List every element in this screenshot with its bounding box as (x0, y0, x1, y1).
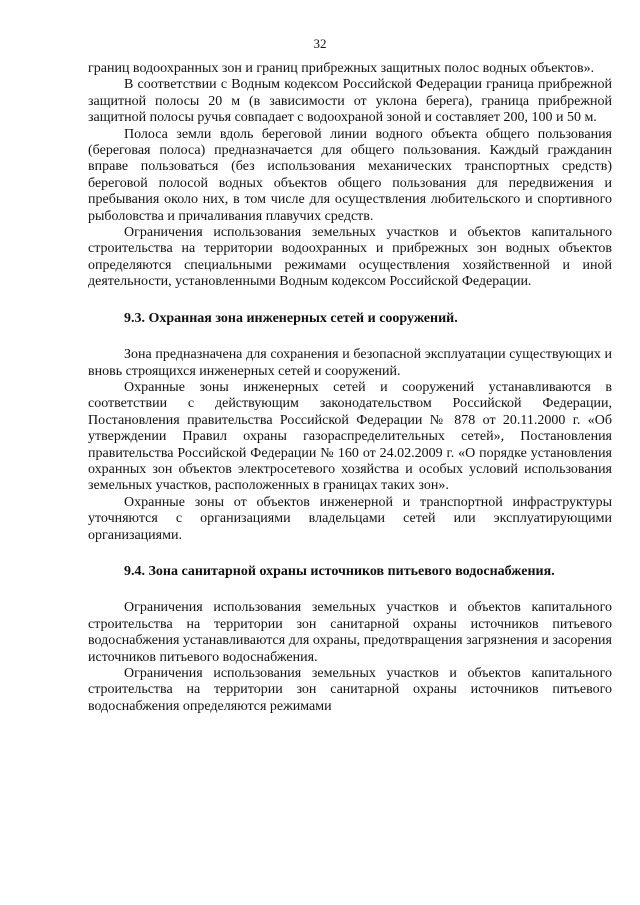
section-heading-9-3: 9.3. Охранная зона инженерных сетей и сооружений. (124, 310, 458, 326)
page-number: 32 (313, 36, 327, 51)
paragraph: Ограничения использования земельных участков и объектов капитального строительства на территории водоохранных и прибрежных зон водных объектов определяются специальными режимами осуществления хозяйственной и иной деятельности, установленными Водным кодексом Российской Федерации. (88, 225, 612, 290)
paragraph: Охранные зоны инженерных сетей и сооружений устанавливаются в соответствии с действующим законодательством Российской Федерации, Постановления правительства Российской Федерации № 878 от 20.11.2000 г. «Об утверждении Правил охраны газораспределительных сетей», Постановления правительства Российской Федерации № 160 от 24.02.2009 г. «О порядке установления охранных зон объектов электросетевого хозяйства и особых условий использования земельных участков, расположенных в границах таких зон». (88, 379, 612, 494)
section-heading-9-4: 9.4. Зона санитарной охраны источников питьевого водоснабжения. (124, 563, 555, 579)
paragraph: Полоса земли вдоль береговой линии водного объекта общего пользования (береговая полоса) предназначается для общего пользования. Каждый гражданин вправе пользоваться (без использования механических транспортных средств) береговой полосой водных объектов общего пользования для передвижения и пребывания около них, в том числе для осуществления любительского и спортивного рыболовства и причаливания плавучих средств. (88, 126, 612, 224)
paragraph: границ водоохранных зон и границ прибрежных защитных полос водных объектов». (88, 61, 595, 76)
paragraph: Охранные зоны от объектов инженерной и транспортной инфраструктуры уточняются с организациями владельцами сетей или эксплуатирующими организациями. (88, 494, 612, 543)
paragraph: В соответствии с Водным кодексом Российской Федерации граница прибрежной защитной полосы 20 м (в зависимости от уклона берега), граница прибрежной защитной полосы ручья совпадает с водоохраной зоной и составляет 200, 100 и 50 м. (88, 77, 612, 126)
document-body (88, 61, 612, 715)
paragraph: Ограничения использования земельных участков и объектов капитального строительства на территории зон санитарной охраны источников питьевого водоснабжения определяются режимами (88, 666, 612, 714)
paragraph: Ограничения использования земельных участков и объектов капитального строительства на территории зон санитарной охраны источников питьевого водоснабжения устанавливаются для охраны, предотвращения загрязнения и засорения источников питьевого водоснабжения. (88, 600, 612, 665)
paragraph: Зона предназначена для сохранения и безопасной эксплуатации существующих и вновь строящихся инженерных сетей и сооружений. (88, 347, 612, 379)
